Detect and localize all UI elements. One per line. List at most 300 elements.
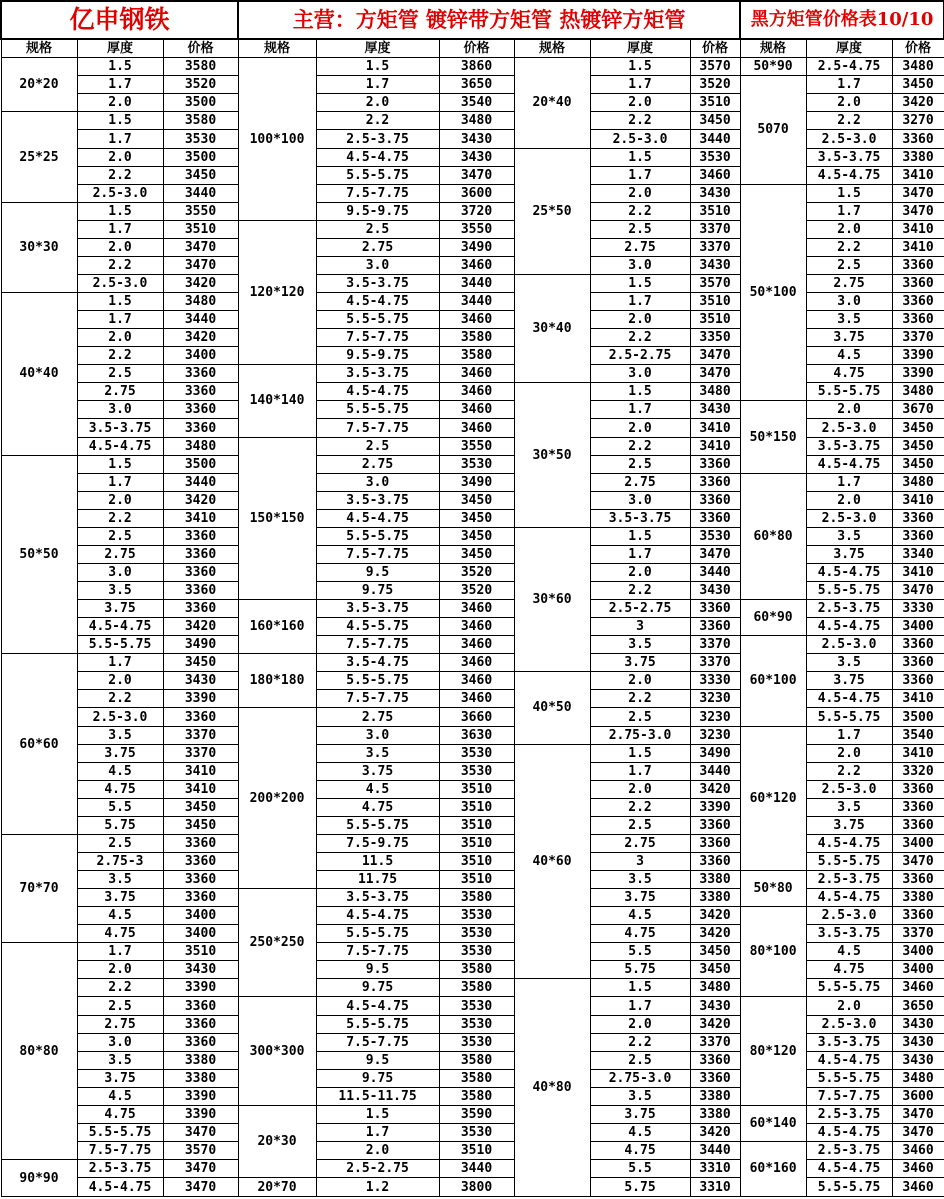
- table-row: [1, 600, 944, 618]
- thickness-cell: 1.5: [590, 527, 690, 545]
- price-cell: 3460: [892, 1160, 944, 1178]
- price-cell: 3360: [892, 672, 944, 690]
- price-cell: 3360: [690, 600, 740, 618]
- price-cell: 3230: [690, 690, 740, 708]
- price-cell: 3360: [163, 1033, 238, 1051]
- price-cell: 3530: [163, 130, 238, 148]
- price-cell: 3360: [892, 798, 944, 816]
- thickness-cell: 1.7: [316, 1123, 439, 1141]
- thickness-cell: 4.5-4.75: [806, 1051, 892, 1069]
- spec-cell: 40*50: [514, 672, 590, 744]
- thickness-cell: 1.7: [806, 726, 892, 744]
- thickness-cell: 1.7: [590, 76, 690, 94]
- thickness-cell: 3.5-3.75: [806, 148, 892, 166]
- price-cell: 3540: [892, 726, 944, 744]
- price-cell: 3440: [439, 1160, 514, 1178]
- thickness-cell: 3.5: [590, 871, 690, 889]
- price-cell: 3500: [163, 455, 238, 473]
- thickness-cell: 2.5-3.0: [806, 907, 892, 925]
- thickness-cell: 2.5-3.0: [806, 780, 892, 798]
- thickness-cell: 2.5: [316, 220, 439, 238]
- thickness-cell: 3.5-3.75: [806, 1033, 892, 1051]
- thickness-cell: 3.0: [77, 401, 163, 419]
- thickness-cell: 1.5: [77, 455, 163, 473]
- price-cell: 3360: [892, 816, 944, 834]
- price-cell: 3360: [892, 509, 944, 527]
- price-cell: 3410: [892, 491, 944, 509]
- price-cell: 3480: [163, 437, 238, 455]
- price-cell: 3230: [690, 708, 740, 726]
- thickness-cell: 2.2: [806, 112, 892, 130]
- price-cell: 3500: [892, 708, 944, 726]
- thickness-cell: 3.0: [316, 726, 439, 744]
- thickness-cell: 3.5: [77, 582, 163, 600]
- price-cell: 3530: [439, 997, 514, 1015]
- price-cell: 3430: [439, 130, 514, 148]
- price-cell: 3460: [690, 166, 740, 184]
- thickness-cell: 2.5: [77, 365, 163, 383]
- thickness-cell: 2.2: [590, 1033, 690, 1051]
- thickness-cell: 5.5-5.75: [316, 816, 439, 834]
- spec-cell: 80*100: [740, 907, 806, 997]
- price-cell: 3460: [439, 401, 514, 419]
- thickness-cell: 4.5-4.75: [316, 907, 439, 925]
- price-cell: 3520: [690, 76, 740, 94]
- price-cell: 3420: [690, 907, 740, 925]
- price-cell: 3360: [892, 636, 944, 654]
- price-cell: 3460: [439, 672, 514, 690]
- thickness-cell: 5.5-5.75: [316, 401, 439, 419]
- price-cell: 3590: [439, 1105, 514, 1123]
- thickness-cell: 1.5: [316, 58, 439, 76]
- price-cell: 3470: [892, 202, 944, 220]
- price-cell: 3580: [439, 961, 514, 979]
- thickness-cell: 1.7: [590, 293, 690, 311]
- thickness-cell: 2.2: [590, 112, 690, 130]
- thickness-cell: 3.75: [77, 744, 163, 762]
- thickness-cell: 11.5: [316, 852, 439, 870]
- thickness-cell: 1.7: [590, 545, 690, 563]
- spec-cell: 60*120: [740, 726, 806, 871]
- price-cell: 3470: [892, 852, 944, 870]
- thickness-cell: 3.5-3.75: [806, 925, 892, 943]
- table-row: [1, 907, 944, 925]
- price-cell: 3360: [163, 600, 238, 618]
- price-cell: 3460: [439, 600, 514, 618]
- thickness-cell: 4.5-4.75: [806, 563, 892, 581]
- thickness-cell: 4.75: [590, 1141, 690, 1159]
- price-cell: 3420: [690, 780, 740, 798]
- price-cell: 3450: [892, 437, 944, 455]
- price-cell: 3340: [892, 545, 944, 563]
- thickness-cell: 3.5: [590, 1087, 690, 1105]
- price-cell: 3360: [892, 907, 944, 925]
- thickness-cell: 1.5: [77, 202, 163, 220]
- price-cell: 3450: [690, 961, 740, 979]
- thickness-cell: 3.5-3.75: [316, 365, 439, 383]
- price-cell: 3400: [163, 907, 238, 925]
- price-cell: 3360: [163, 365, 238, 383]
- spec-cell: 25*25: [1, 112, 77, 202]
- thickness-cell: 7.5-7.75: [316, 690, 439, 708]
- spec-cell: 200*200: [238, 708, 316, 889]
- price-cell: 3510: [690, 202, 740, 220]
- thickness-cell: 3.5-4.75: [316, 654, 439, 672]
- spec-cell: 300*300: [238, 997, 316, 1105]
- price-cell: 3440: [163, 184, 238, 202]
- price-cell: 3430: [892, 1033, 944, 1051]
- price-cell: 3370: [690, 654, 740, 672]
- price-cell: 3450: [439, 491, 514, 509]
- price-cell: 3660: [439, 708, 514, 726]
- price-cell: 3520: [439, 563, 514, 581]
- spec-cell: 100*100: [238, 58, 316, 221]
- price-cell: 3330: [892, 600, 944, 618]
- price-cell: 3450: [439, 527, 514, 545]
- price-cell: 3520: [439, 582, 514, 600]
- spec-cell: 50*80: [740, 871, 806, 907]
- price-cell: 3400: [892, 618, 944, 636]
- spec-cell: 160*160: [238, 600, 316, 654]
- thickness-cell: 2.0: [590, 184, 690, 202]
- price-cell: 3440: [690, 1141, 740, 1159]
- thickness-cell: 3.5-3.75: [316, 491, 439, 509]
- thickness-cell: 4.5: [590, 1123, 690, 1141]
- thickness-cell: 4.5-4.75: [316, 509, 439, 527]
- thickness-cell: 3.75: [77, 600, 163, 618]
- thickness-cell: 2.5-3.0: [77, 184, 163, 202]
- price-cell: 3360: [163, 419, 238, 437]
- thickness-cell: 1.7: [77, 76, 163, 94]
- price-cell: 3400: [892, 834, 944, 852]
- price-cell: 3570: [690, 58, 740, 76]
- price-cell: 3390: [163, 690, 238, 708]
- thickness-cell: 3.75: [806, 672, 892, 690]
- price-cell: 3360: [892, 780, 944, 798]
- price-cell: 3430: [690, 256, 740, 274]
- price-cell: 3460: [892, 1141, 944, 1159]
- thickness-cell: 2.0: [77, 94, 163, 112]
- thickness-cell: 1.7: [77, 130, 163, 148]
- thickness-cell: 2.5: [590, 708, 690, 726]
- thickness-cell: 4.5-4.75: [806, 889, 892, 907]
- price-cell: 3370: [690, 1033, 740, 1051]
- thickness-cell: 7.5-7.75: [316, 1033, 439, 1051]
- spec-cell: 150*150: [238, 437, 316, 600]
- price-cell: 3530: [439, 925, 514, 943]
- price-cell: 3360: [690, 852, 740, 870]
- price-cell: 3370: [163, 726, 238, 744]
- thickness-cell: 1.5: [77, 112, 163, 130]
- thickness-cell: 5.5-5.75: [316, 1015, 439, 1033]
- spec-cell: 120*120: [238, 220, 316, 365]
- price-cell: 3410: [892, 690, 944, 708]
- thickness-cell: 2.2: [77, 166, 163, 184]
- thickness-cell: 2.5-3.75: [316, 130, 439, 148]
- price-cell: 3550: [163, 202, 238, 220]
- price-cell: 3400: [163, 925, 238, 943]
- thickness-cell: 2.5-3.0: [806, 636, 892, 654]
- thickness-cell: 2.0: [316, 94, 439, 112]
- price-cell: 3470: [690, 347, 740, 365]
- spec-cell: 140*140: [238, 365, 316, 437]
- thickness-cell: 3.5-3.75: [316, 600, 439, 618]
- thickness-cell: 4.5: [806, 347, 892, 365]
- thickness-cell: 9.75: [316, 979, 439, 997]
- price-cell: 3400: [892, 961, 944, 979]
- price-cell: 3410: [892, 238, 944, 256]
- price-cell: 3480: [163, 293, 238, 311]
- price-cell: 3370: [690, 238, 740, 256]
- spec-cell: 60*140: [740, 1105, 806, 1141]
- price-cell: 3360: [690, 816, 740, 834]
- price-cell: 3360: [163, 871, 238, 889]
- spec-cell: 30*30: [1, 202, 77, 292]
- price-cell: 3420: [690, 925, 740, 943]
- price-cell: 3460: [892, 979, 944, 997]
- thickness-cell: 2.5-2.75: [316, 1160, 439, 1178]
- spec-cell: 20*40: [514, 58, 590, 148]
- thickness-cell: 3: [590, 852, 690, 870]
- price-cell: 3380: [690, 889, 740, 907]
- price-cell: 3460: [892, 1178, 944, 1197]
- thickness-cell: 1.5: [806, 184, 892, 202]
- price-cell: 3450: [163, 816, 238, 834]
- price-cell: 3400: [892, 943, 944, 961]
- thickness-cell: 5.5-5.75: [316, 672, 439, 690]
- thickness-cell: 1.7: [590, 762, 690, 780]
- price-cell: 3510: [439, 798, 514, 816]
- price-cell: 3480: [892, 1069, 944, 1087]
- thickness-cell: 5.5-5.75: [806, 979, 892, 997]
- price-cell: 3460: [439, 419, 514, 437]
- price-cell: 3360: [690, 1069, 740, 1087]
- price-cell: 3420: [163, 274, 238, 292]
- thickness-cell: 5.5-5.75: [806, 1178, 892, 1197]
- thickness-cell: 4.5-4.75: [806, 690, 892, 708]
- price-cell: 3430: [690, 184, 740, 202]
- price-cell: 3570: [163, 1141, 238, 1159]
- thickness-cell: 4.5: [316, 780, 439, 798]
- thickness-cell: 5.5-5.75: [77, 1123, 163, 1141]
- spec-cell: 70*70: [1, 834, 77, 942]
- thickness-cell: 3.5-3.75: [316, 274, 439, 292]
- thickness-cell: 1.7: [590, 401, 690, 419]
- price-cell: 3490: [439, 238, 514, 256]
- price-cell: 3410: [892, 220, 944, 238]
- table-row: [1, 401, 944, 419]
- spec-cell: 180*180: [238, 654, 316, 708]
- price-cell: 3480: [690, 979, 740, 997]
- thickness-cell: 7.5-7.75: [77, 1141, 163, 1159]
- thickness-cell: 3: [590, 618, 690, 636]
- thickness-cell: 2.0: [316, 1141, 439, 1159]
- price-cell: 3430: [163, 961, 238, 979]
- price-cell: 3470: [163, 1178, 238, 1197]
- price-cell: 3720: [439, 202, 514, 220]
- thickness-cell: 3.75: [590, 1105, 690, 1123]
- price-cell: 3360: [163, 401, 238, 419]
- thickness-cell: 4.5-4.75: [316, 383, 439, 401]
- price-cell: 3470: [892, 1105, 944, 1123]
- spec-cell: 50*50: [1, 455, 77, 654]
- price-cell: 3450: [163, 166, 238, 184]
- thickness-cell: 7.5-7.75: [316, 545, 439, 563]
- price-cell: 3410: [163, 762, 238, 780]
- thickness-cell: 3.75: [316, 762, 439, 780]
- price-cell: 3490: [439, 473, 514, 491]
- thickness-cell: 2.2: [590, 690, 690, 708]
- table-row: [1, 726, 944, 744]
- thickness-cell: 5.5-5.75: [316, 527, 439, 545]
- price-cell: 3500: [163, 148, 238, 166]
- thickness-cell: 3.5: [806, 527, 892, 545]
- price-cell: 3360: [163, 582, 238, 600]
- price-cell: 3460: [439, 365, 514, 383]
- thickness-cell: 2.2: [77, 509, 163, 527]
- table-row: [1, 76, 944, 94]
- price-cell: 3360: [690, 473, 740, 491]
- spec-cell: 30*60: [514, 527, 590, 672]
- price-cell: 3230: [690, 726, 740, 744]
- thickness-cell: 2.5: [806, 256, 892, 274]
- thickness-cell: 2.2: [590, 329, 690, 347]
- thickness-cell: 2.0: [806, 94, 892, 112]
- thickness-cell: 3.0: [590, 256, 690, 274]
- spec-cell: 40*40: [1, 293, 77, 456]
- price-cell: 3540: [439, 94, 514, 112]
- price-cell: 3670: [892, 401, 944, 419]
- price-cell: 3440: [439, 293, 514, 311]
- price-cell: 3460: [439, 690, 514, 708]
- thickness-cell: 1.5: [77, 58, 163, 76]
- header-thickness: 厚度: [77, 39, 163, 58]
- price-cell: 3360: [690, 509, 740, 527]
- thickness-cell: 5.5-5.75: [806, 383, 892, 401]
- price-cell: 3410: [892, 166, 944, 184]
- thickness-cell: 9.5-9.75: [316, 202, 439, 220]
- price-cell: 3410: [892, 744, 944, 762]
- price-cell: 3510: [163, 220, 238, 238]
- thickness-cell: 1.5: [590, 979, 690, 997]
- thickness-cell: 5.5-5.75: [806, 582, 892, 600]
- price-cell: 3530: [439, 744, 514, 762]
- thickness-cell: 5.5-5.75: [806, 708, 892, 726]
- thickness-cell: 4.5-4.75: [806, 834, 892, 852]
- thickness-cell: 2.0: [77, 329, 163, 347]
- price-cell: 3430: [690, 997, 740, 1015]
- price-cell: 3330: [690, 672, 740, 690]
- thickness-cell: 1.5: [590, 274, 690, 292]
- thickness-cell: 2.0: [590, 311, 690, 329]
- spec-cell: 30*40: [514, 274, 590, 382]
- header-price: 价格: [690, 39, 740, 58]
- title-row: [1, 1, 944, 39]
- thickness-cell: 2.75: [77, 1015, 163, 1033]
- price-cell: 3510: [439, 780, 514, 798]
- price-cell: 3420: [892, 94, 944, 112]
- thickness-cell: 2.0: [806, 744, 892, 762]
- price-cell: 3450: [163, 654, 238, 672]
- price-cell: 3440: [690, 130, 740, 148]
- thickness-cell: 2.5-3.0: [806, 419, 892, 437]
- price-cell: 3460: [439, 256, 514, 274]
- price-cell: 3530: [690, 527, 740, 545]
- thickness-cell: 11.5-11.75: [316, 1087, 439, 1105]
- thickness-cell: 2.75: [316, 238, 439, 256]
- thickness-cell: 5.5-5.75: [316, 311, 439, 329]
- thickness-cell: 1.7: [77, 220, 163, 238]
- price-cell: 3470: [163, 1123, 238, 1141]
- price-cell: 3360: [690, 455, 740, 473]
- price-cell: 3410: [892, 563, 944, 581]
- price-cell: 3360: [892, 274, 944, 292]
- thickness-cell: 4.5-4.75: [77, 618, 163, 636]
- price-cell: 3470: [690, 545, 740, 563]
- price-cell: 3480: [690, 383, 740, 401]
- price-cell: 3440: [690, 563, 740, 581]
- spec-cell: 60*100: [740, 636, 806, 726]
- thickness-cell: 2.2: [806, 762, 892, 780]
- price-cell: 3430: [892, 1051, 944, 1069]
- price-cell: 3450: [439, 545, 514, 563]
- price-cell: 3420: [163, 491, 238, 509]
- thickness-cell: 2.75: [77, 545, 163, 563]
- thickness-cell: 3.5: [316, 744, 439, 762]
- thickness-cell: 2.5: [590, 220, 690, 238]
- price-cell: 3440: [163, 473, 238, 491]
- thickness-cell: 7.5-7.75: [316, 419, 439, 437]
- thickness-cell: 9.5-9.75: [316, 347, 439, 365]
- thickness-cell: 3.5-3.75: [77, 419, 163, 437]
- thickness-cell: 2.5: [590, 816, 690, 834]
- price-cell: 3360: [690, 1051, 740, 1069]
- price-cell: 3510: [690, 311, 740, 329]
- thickness-cell: 2.2: [77, 690, 163, 708]
- price-cell: 3470: [163, 256, 238, 274]
- thickness-cell: 1.5: [590, 744, 690, 762]
- price-cell: 3390: [690, 798, 740, 816]
- thickness-cell: 2.75: [316, 708, 439, 726]
- thickness-cell: 4.5-4.75: [806, 166, 892, 184]
- header-spec: 规格: [514, 39, 590, 58]
- price-cell: 3550: [439, 437, 514, 455]
- price-cell: 3570: [690, 274, 740, 292]
- price-cell: 3420: [163, 329, 238, 347]
- price-cell: 3420: [163, 618, 238, 636]
- spec-cell: 20*70: [238, 1178, 316, 1197]
- price-cell: 3430: [439, 148, 514, 166]
- price-cell: 3380: [163, 1069, 238, 1087]
- price-cell: 3440: [690, 762, 740, 780]
- price-cell: 3510: [163, 943, 238, 961]
- price-cell: 3580: [439, 329, 514, 347]
- thickness-cell: 4.5-4.75: [806, 455, 892, 473]
- price-cell: 3390: [892, 347, 944, 365]
- price-cell: 3510: [439, 852, 514, 870]
- price-cell: 3860: [439, 58, 514, 76]
- thickness-cell: 2.0: [77, 672, 163, 690]
- thickness-cell: 2.2: [590, 798, 690, 816]
- thickness-cell: 1.7: [316, 76, 439, 94]
- spec-cell: 50*90: [740, 58, 806, 76]
- price-cell: 3480: [892, 58, 944, 76]
- price-cell: 3530: [690, 148, 740, 166]
- price-cell: 3360: [163, 527, 238, 545]
- price-cell: 3430: [690, 401, 740, 419]
- price-cell: 3470: [439, 166, 514, 184]
- thickness-cell: 3.5-3.75: [806, 437, 892, 455]
